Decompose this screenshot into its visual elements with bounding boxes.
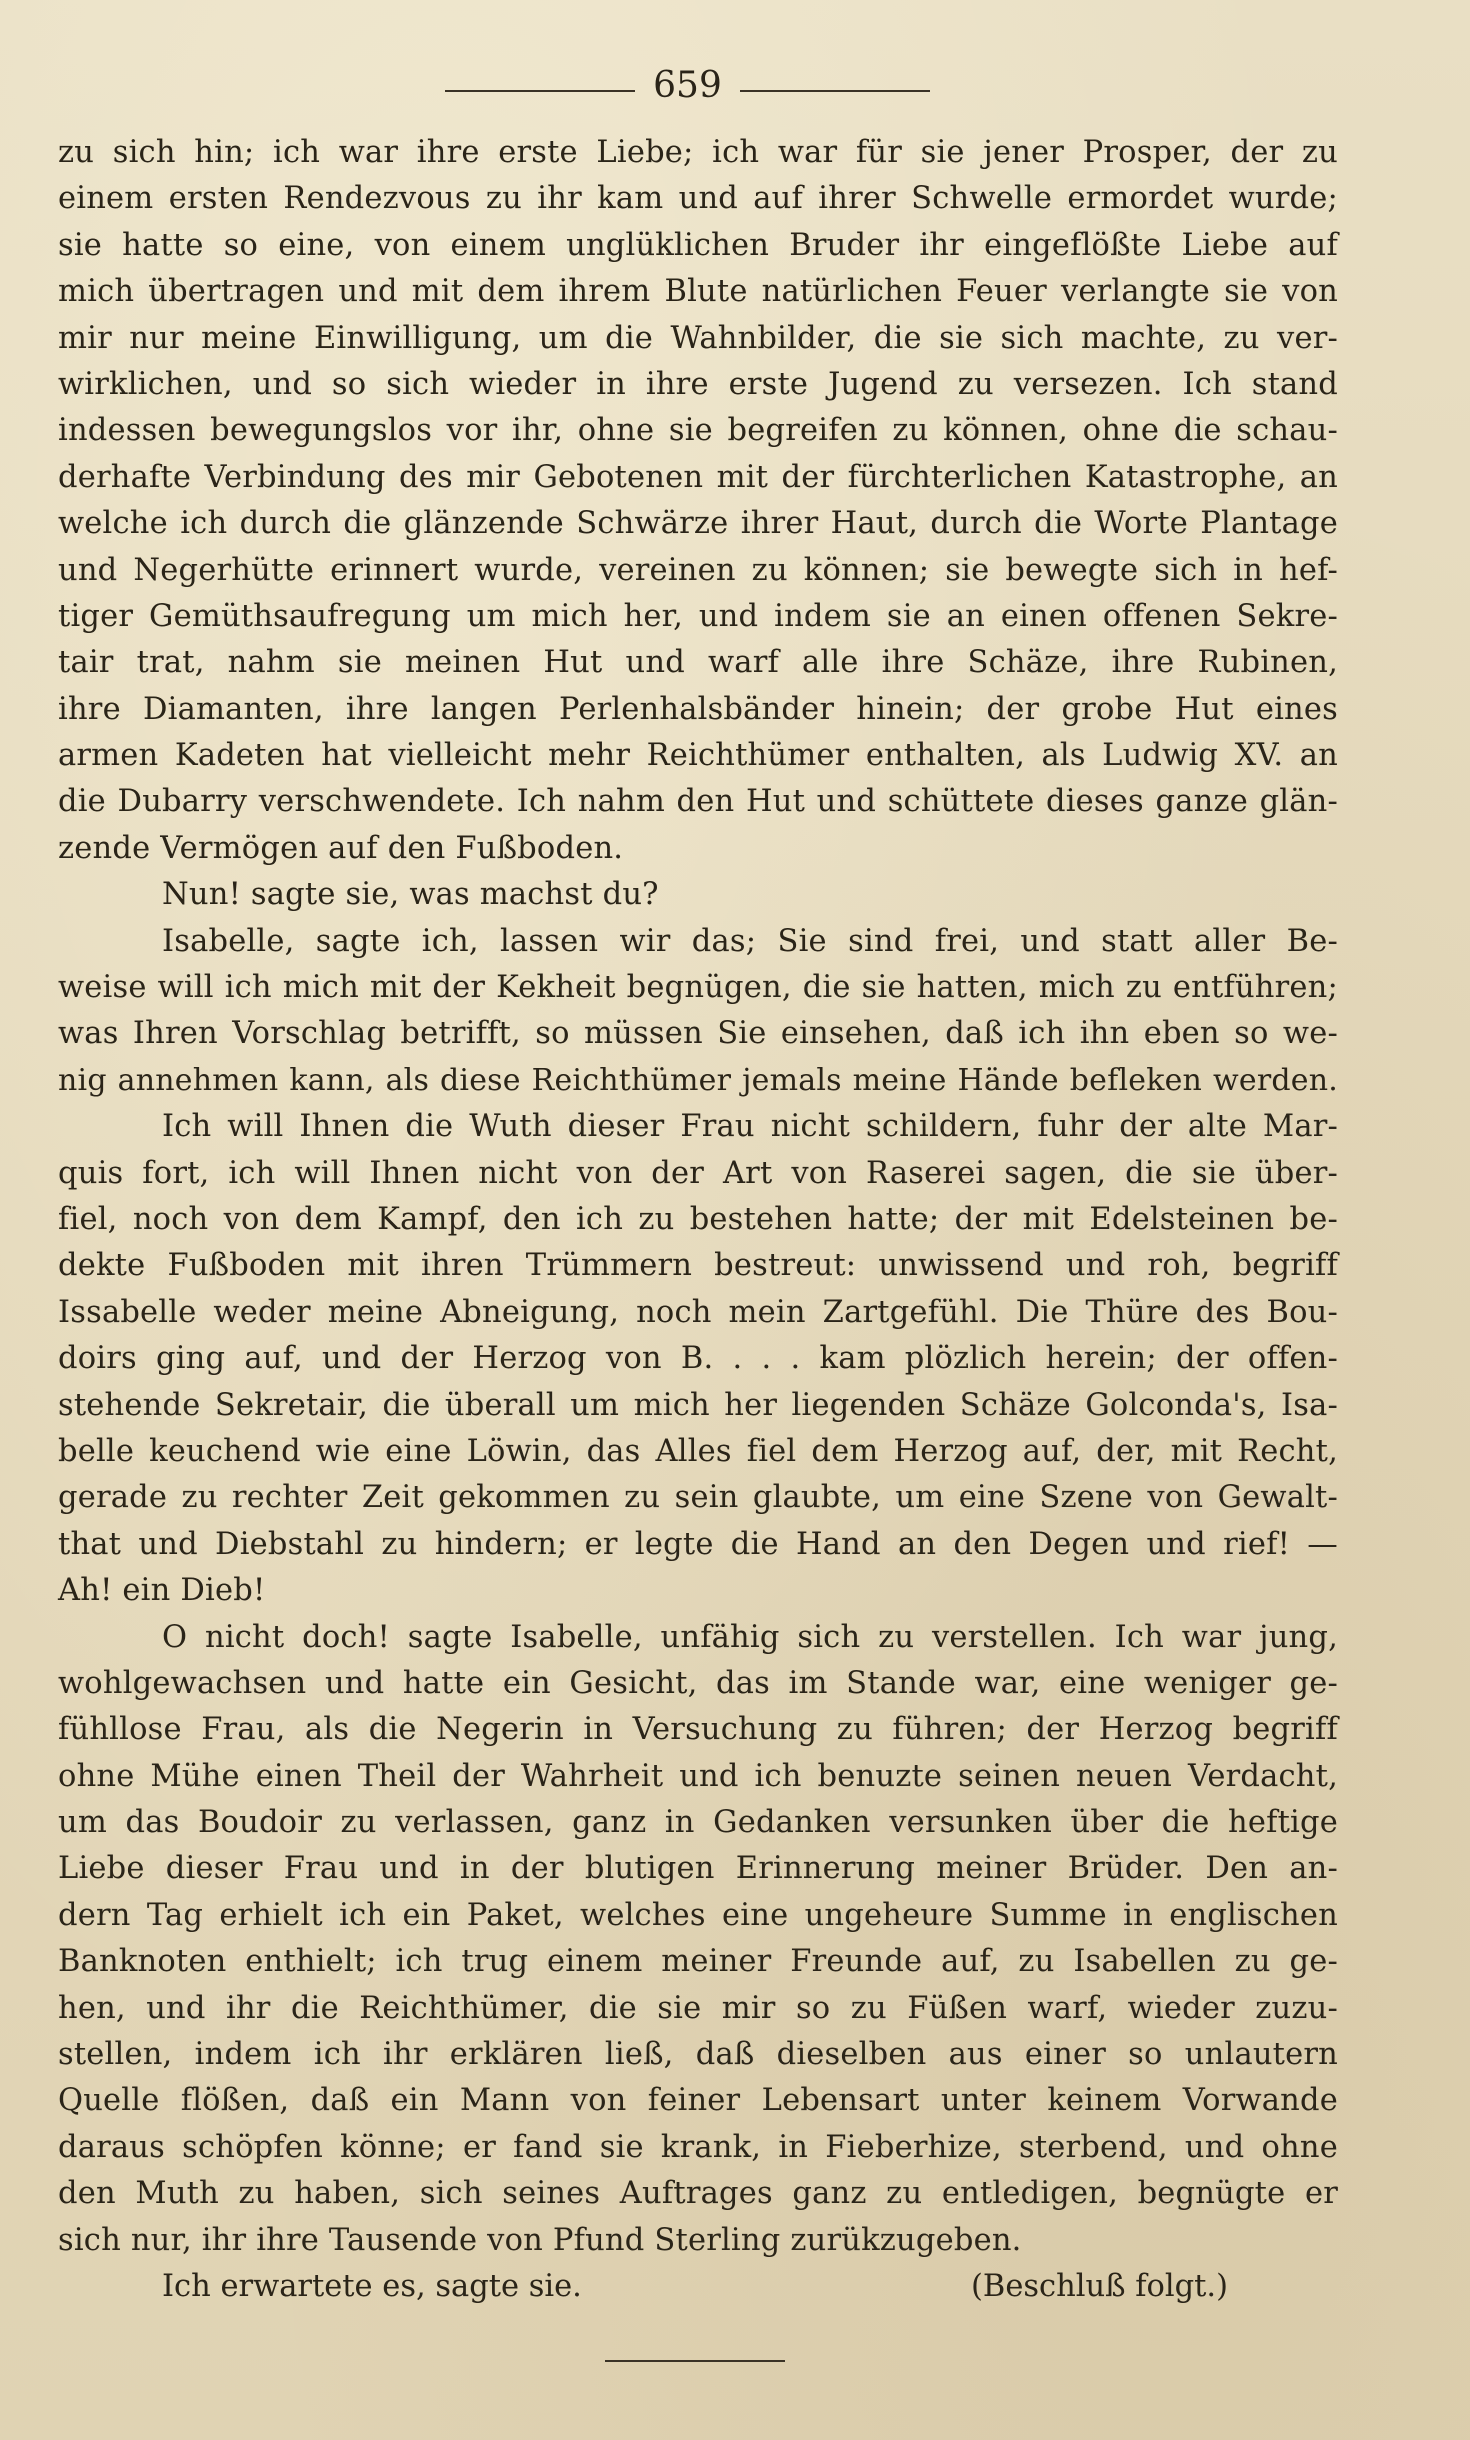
text-line: einem ersten Rendezvous zu ihr kam und auf ihrer Schwelle ermordet wurde; <box>58 181 1338 217</box>
text-line: quis fort, ich will Ihnen nicht von der Art von Raserei sagen, die sie über- <box>58 1155 1338 1191</box>
text-line: was Ihren Vorschlag betrifft, so müssen Sie einsehen, daß ich ihn eben so we- <box>58 1016 1338 1052</box>
text-line: hen, und ihr die Reichthümer, die sie mir so zu Füßen warf, wieder zuzu- <box>58 1990 1338 2026</box>
text-line: mich übertragen und mit dem ihrem Blute natürlichen Feuer verlangte sie von <box>58 274 1338 310</box>
header-rule-right <box>740 90 930 92</box>
text-line: belle keuchend wie eine Löwin, das Alles fiel dem Herzog auf, der, mit Recht, <box>58 1433 1338 1469</box>
page-number: 659 <box>653 65 722 106</box>
text-line: sich nur, ihr ihre Tausende von Pfund Sterling zurükzugeben. <box>58 2222 1022 2258</box>
text-line: stellen, indem ich ihr erklären ließ, daß dieselben aus einer so unlautern <box>58 2037 1338 2073</box>
text-line: daraus schöpfen könne; er fand sie krank, in Fieberhize, sterbend, und ohne <box>58 2129 1338 2165</box>
text-line: Nun! sagte sie, was machst du? <box>162 877 659 913</box>
text-line: tiger Gemüthsaufregung um mich her, und indem sie an einen offenen Sekre- <box>58 598 1338 634</box>
text-line: that und Diebstahl zu hindern; er legte die Hand an den Degen und rief! — <box>58 1526 1338 1562</box>
body-text <box>58 130 1338 2310</box>
text-line: Banknoten enthielt; ich trug einem meiner Freunde auf, zu Isabellen zu ge- <box>58 1944 1338 1980</box>
text-line: dekte Fußboden mit ihren Trümmern bestreut: unwissend und roh, begriff <box>58 1248 1338 1284</box>
footer-rule <box>605 2360 785 2362</box>
text-line: tair trat, nahm sie meinen Hut und warf alle ihre Schäze, ihre Rubinen, <box>58 645 1338 681</box>
text-line: um das Boudoir zu verlassen, ganz in Gedanken versunken über die heftige <box>58 1805 1338 1841</box>
text-line: fühllose Frau, als die Negerin in Versuchung zu führen; der Herzog begriff <box>58 1712 1338 1748</box>
text-line: armen Kadeten hat vielleicht mehr Reichthümer enthalten, als Ludwig XV. an <box>58 738 1338 774</box>
text-line: Liebe dieser Frau und in der blutigen Erinnerung meiner Brüder. Den an- <box>58 1851 1338 1887</box>
text-line: nig annehmen kann, als diese Reichthümer jemals meine Hände befleken werden. <box>58 1062 1338 1098</box>
text-line: zu sich hin; ich war ihre erste Liebe; ich war für sie jener Prosper, der zu <box>58 135 1338 170</box>
final-line-text: Ich erwartete es, sagte sie. <box>162 2268 582 2304</box>
text-line: indessen bewegungslos vor ihr, ohne sie begreifen zu können, ohne die schau- <box>58 413 1338 449</box>
text-line: zende Vermögen auf den Fußboden. <box>58 830 624 866</box>
text-line: Ich will Ihnen die Wuth dieser Frau nicht schildern, fuhr der alte Mar- <box>162 1109 1338 1145</box>
header-rule-left <box>445 90 635 92</box>
text-line: und Negerhütte erinnert wurde, vereinen zu können; sie bewegte sich in hef- <box>58 552 1338 588</box>
text-line: Issabelle weder meine Abneigung, noch mein Zartgefühl. Die Thüre des Bou- <box>58 1294 1338 1330</box>
text-line: ihre Diamanten, ihre langen Perlenhalsbänder hinein; der grobe Hut eines <box>58 691 1338 727</box>
text-line: welche ich durch die glänzende Schwärze ihrer Haut, durch die Worte Plantage <box>58 506 1338 542</box>
text-line: wohlgewachsen und hatte ein Gesicht, das im Stande war, eine weniger ge- <box>58 1665 1338 1701</box>
text-line: Ah! ein Dieb! <box>58 1573 266 1609</box>
text-line: sie hatte so eine, von einem unglüklichen Bruder ihr eingeflößte Liebe auf <box>58 227 1338 263</box>
page-header <box>0 62 1470 110</box>
text-line: Quelle flößen, daß ein Mann von feiner Lebensart unter keinem Vorwande <box>58 2083 1338 2119</box>
text-line: wirklichen, und so sich wieder in ihre erste Jugend zu versezen. Ich stand <box>58 366 1338 402</box>
continuation-note: (Beschluß folgt.) <box>971 2268 1228 2304</box>
text-line: mir nur meine Einwilligung, um die Wahnbilder, die sie sich machte, zu ver- <box>58 320 1338 356</box>
text-line: den Muth zu haben, sich seines Auftrages ganz zu entledigen, begnügte er <box>58 2176 1338 2212</box>
text-line: die Dubarry verschwendete. Ich nahm den Hut und schüttete dieses ganze glän- <box>58 784 1338 820</box>
final-row <box>58 2264 1338 2310</box>
text-line: dern Tag erhielt ich ein Paket, welches eine ungeheure Summe in englischen <box>58 1897 1338 1933</box>
text-line: stehende Sekretair, die überall um mich her liegenden Schäze Golconda's, Isa- <box>58 1387 1338 1423</box>
text-line: O nicht doch! sagte Isabelle, unfähig sich zu verstellen. Ich war jung, <box>162 1619 1338 1655</box>
text-line: weise will ich mich mit der Kekheit begnügen, die sie hatten, mich zu entführen; <box>58 970 1338 1006</box>
text-line: derhafte Verbindung des mir Gebotenen mit der fürchterlichen Katastrophe, an <box>58 459 1338 495</box>
text-line: Isabelle, sagte ich, lassen wir das; Sie sind frei, und statt aller Be- <box>162 923 1338 959</box>
text-line: doirs ging auf, und der Herzog von B. . . . kam plözlich herein; der offen- <box>58 1341 1338 1377</box>
text-line: ohne Mühe einen Theil der Wahrheit und ich benuzte seinen neuen Verdacht, <box>58 1758 1338 1794</box>
text-line: gerade zu rechter Zeit gekommen zu sein glaubte, um eine Szene von Gewalt- <box>58 1480 1338 1516</box>
text-line: fiel, noch von dem Kampf, den ich zu bestehen hatte; der mit Edelsteinen be- <box>58 1201 1338 1237</box>
